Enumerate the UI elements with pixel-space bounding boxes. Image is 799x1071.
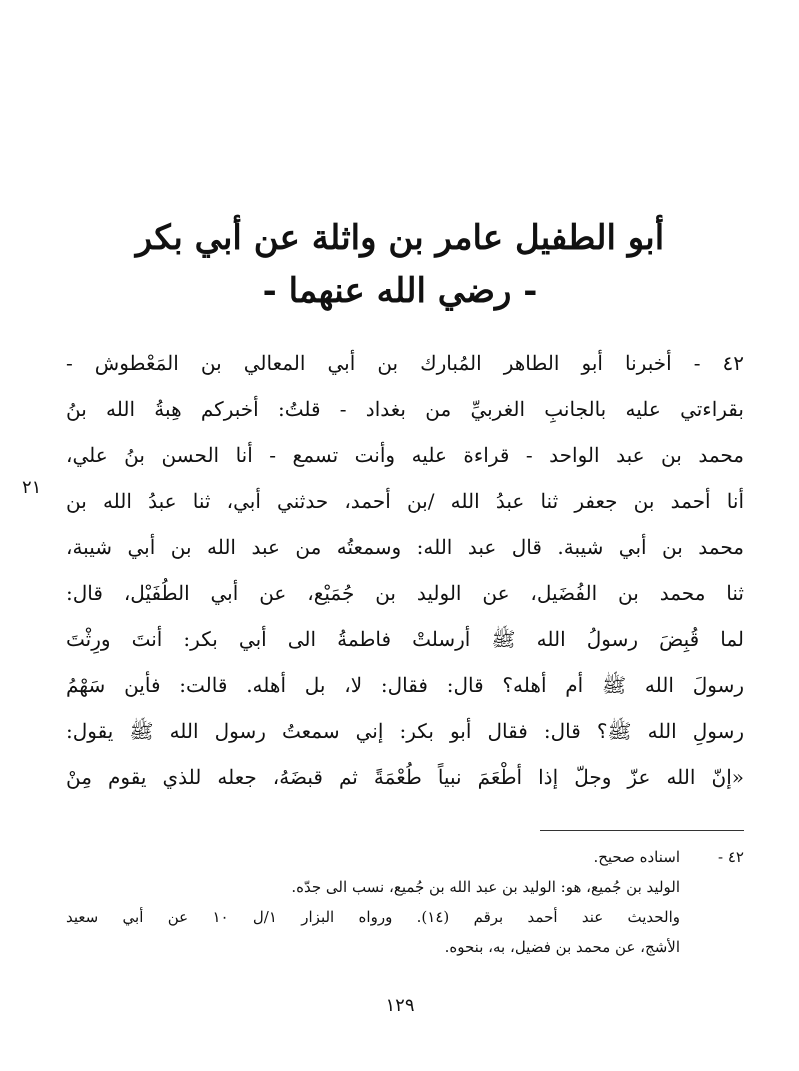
chapter-subtitle: - رضي الله عنهما - <box>262 271 538 311</box>
footnote-line-3: والحديث عند أحمد برقم (١٤). ورواه البزار ١/ل ١٠ عن أبي سعيد <box>66 908 680 926</box>
text-line-7: لما قُبِضَ رسولُ الله ﷺ أرسلتْ فاطمةُ الى أبي بكر: أنتَ ورِثْتَ <box>66 627 744 651</box>
footnote-line-2: الوليد بن جُميع، هو: الوليد بن عبد الله بن جُميع، نسب الى جدّه. <box>291 878 680 896</box>
text-line-1: ٤٢ - أخبرنا أبو الطاهر المُبارك بن أبي المعالي بن المَعْطوش - <box>66 351 744 375</box>
footnote-divider <box>540 830 744 831</box>
page-number: ١٢٩ <box>385 995 415 1016</box>
text-line-5: محمد بن أبي شيبة. قال عبد الله: وسمعتُه من عبد الله بن أبي شيبة، <box>66 535 744 559</box>
text-line-4: أنا أحمد بن جعفر ثنا عبدُ الله /بن أحمد، حدثني أبي، ثنا عبدُ الله بن <box>66 489 744 513</box>
hadith-text <box>66 340 744 800</box>
text-line-10: «إنّ الله عزّ وجلّ إذا أطْعَمَ نبياً طُعْمَةً ثم قبضَهُ، جعله للذي يقوم مِنْ <box>66 765 744 789</box>
footnote-line-4: الأشج، عن محمد بن فضيل، به، بنحوه. <box>444 938 680 956</box>
footnotes <box>66 842 744 962</box>
footnote-number: ٤٢ - <box>718 848 744 866</box>
text-line-2: بقراءتي عليه بالجانبِ الغربيِّ من بغداد - قلتُ: أخبركم هِبةُ الله بنُ <box>66 397 744 421</box>
text-line-6: ثنا محمد بن الفُضَيل، عن الوليد بن جُمَيْع، عن أبي الطُفَيْل، قال: <box>66 581 744 605</box>
margin-reference-number: ٢١ <box>22 477 42 498</box>
text-line-3: محمد بن عبد الواحد - قراءة عليه وأنت تسمع - أنا الحسن بنُ علي، <box>66 443 744 467</box>
chapter-title: أبو الطفيل عامر بن واثلة عن أبي بكر <box>135 218 665 258</box>
text-line-9: رسولِ الله ﷺ؟ قال: فقال أبو بكر: إني سمعتُ رسول الله ﷺ يقول: <box>66 719 744 743</box>
text-line-8: رسولَ الله ﷺ أم أهله؟ قال: فقال: لا، بل أهله. قالت: فأين سَهْمُ <box>66 673 744 697</box>
footnote-text: اسناده صحيح. <box>593 848 680 866</box>
footnote-first-line <box>66 842 744 872</box>
